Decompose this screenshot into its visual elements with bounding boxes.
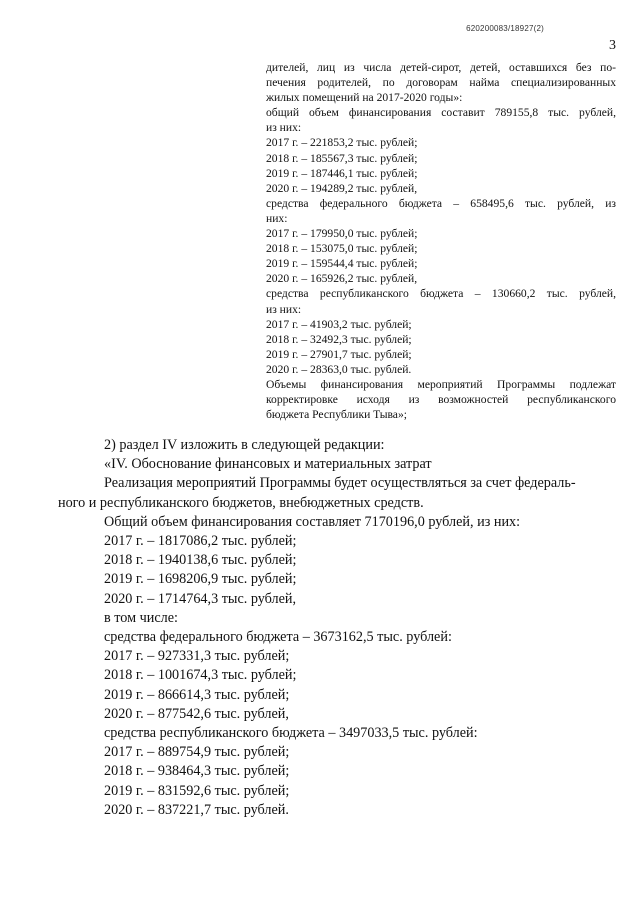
text-line: бюджета Республики Тыва»; <box>266 408 407 422</box>
republic-budget-line: средства республиканского бюджета – 3497033,5 тыс. рублей: <box>104 725 478 742</box>
year-line: 2017 г. – 889754,9 тыс. рублей; <box>104 744 290 761</box>
year-line: 2020 г. – 877542,6 тыс. рублей, <box>104 705 289 722</box>
text-line: дителей, лиц из числа детей-сирот, детей, оставшихся без по- <box>266 61 616 74</box>
text-line: 2017 г. – 221853,2 тыс. рублей; <box>266 136 418 150</box>
year-line: 2019 г. – 1698206,9 тыс. рублей; <box>104 571 297 588</box>
year-line: 2017 г. – 927331,3 тыс. рублей; <box>104 648 290 665</box>
year-line: 2018 г. – 938464,3 тыс. рублей; <box>104 763 290 780</box>
document-id: 620200083/18927(2) <box>466 24 544 33</box>
year-line: 2017 г. – 1817086,2 тыс. рублей; <box>104 533 297 550</box>
text-line: 2018 г. – 32492,3 тыс. рублей; <box>266 332 412 346</box>
text-line: 2017 г. – 179950,0 тыс. рублей; <box>266 227 418 241</box>
section-heading: «IV. Обоснование финансовых и материальных затрат <box>104 456 432 473</box>
text-line: 2019 г. – 159544,4 тыс. рублей; <box>266 257 418 271</box>
text-line: из них: <box>266 121 302 135</box>
total-financing-line: Общий объем финансирования составляет 7170196,0 рублей, из них: <box>104 513 521 530</box>
section-change-line: 2) раздел IV изложить в следующей редакции: <box>104 437 385 453</box>
text-line: них: <box>266 211 288 225</box>
year-line: 2020 г. – 1714764,3 тыс. рублей, <box>104 590 297 607</box>
text-line: 2019 г. – 187446,1 тыс. рублей; <box>266 166 418 180</box>
including-line: в том числе: <box>104 609 178 626</box>
text-line: Объемы финансирования мероприятий Программы подлежат <box>266 377 616 391</box>
text-line: 2020 г. – 165926,2 тыс. рублей, <box>266 272 418 286</box>
year-line: 2018 г. – 1940138,6 тыс. рублей; <box>104 552 297 569</box>
text-line: 2019 г. – 27901,7 тыс. рублей; <box>266 347 412 361</box>
indented-passport-block <box>266 60 616 422</box>
year-line: 2018 г. – 1001674,3 тыс. рублей; <box>104 667 297 684</box>
text-line: 2017 г. – 41903,2 тыс. рублей; <box>266 317 412 331</box>
text-line: средства федерального бюджета – 658495,6 тыс. рублей, из <box>266 196 616 210</box>
text-line: корректировке исходя из возможностей республиканского <box>266 393 616 407</box>
main-text <box>58 436 618 820</box>
federal-budget-line: средства федерального бюджета – 3673162,5 тыс. рублей: <box>104 629 452 646</box>
paragraph-line: Реализация мероприятий Программы будет осуществляться за счет федераль- <box>104 475 576 492</box>
page-number: 3 <box>609 38 616 53</box>
paragraph-line: ного и республиканского бюджетов, внебюджетных средств. <box>58 494 424 511</box>
year-line: 2019 г. – 866614,3 тыс. рублей; <box>104 686 290 703</box>
text-line: общий объем финансирования составит 789155,8 тыс. рублей, <box>266 106 616 120</box>
text-line: 2020 г. – 194289,2 тыс. рублей, <box>266 181 418 195</box>
text-line: жилых помещений на 2017-2020 годы»: <box>266 91 463 105</box>
text-line: 2020 г. – 28363,0 тыс. рублей. <box>266 362 412 376</box>
text-line: из них: <box>266 302 302 316</box>
year-line: 2020 г. – 837221,7 тыс. рублей. <box>104 801 289 818</box>
text-line: 2018 г. – 185567,3 тыс. рублей; <box>266 151 418 165</box>
year-line: 2019 г. – 831592,6 тыс. рублей; <box>104 782 290 799</box>
text-line: 2018 г. – 153075,0 тыс. рублей; <box>266 242 418 256</box>
text-line: печения родителей, по договорам найма специализированных <box>266 76 616 90</box>
text-line: средства республиканского бюджета – 130660,2 тыс. рублей, <box>266 287 616 301</box>
